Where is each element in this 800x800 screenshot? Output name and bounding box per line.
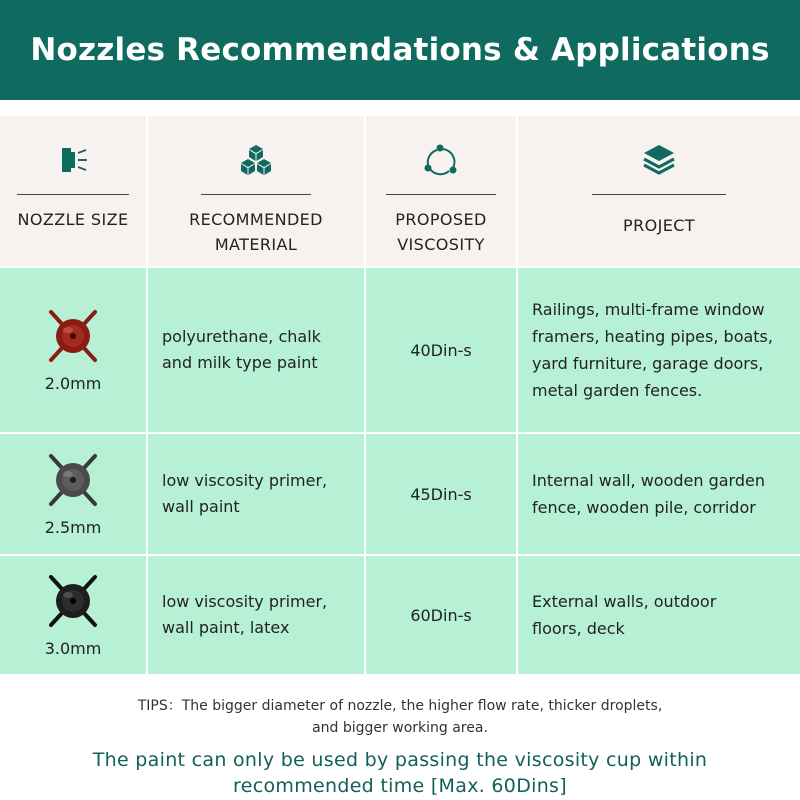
header-divider [592, 194, 726, 195]
table-row [0, 268, 800, 432]
project-line: Railings, multi-frame window [532, 300, 765, 319]
header-material-line-1: RECOMMENDED [189, 210, 323, 229]
title-banner [0, 0, 800, 100]
project-line: fence, wooden pile, corridor [532, 498, 756, 517]
header-cell-project [518, 116, 800, 266]
project-line: floors, deck [532, 619, 625, 638]
page-title: Nozzles Recommendations & Applications [30, 32, 770, 68]
table-header-row [0, 116, 800, 266]
project-cell [518, 268, 800, 432]
material-line: low viscosity primer, [162, 471, 328, 490]
header-size-text: NOZZLE SIZE [17, 210, 129, 229]
material-line: wall paint, latex [162, 618, 290, 637]
project-line: framers, heating pipes, boats, [532, 327, 773, 346]
tips-line-2: and bigger working area. [312, 720, 488, 736]
material-cell [148, 434, 364, 554]
table-row [0, 556, 800, 674]
note-line-2: recommended time [Max. 60Dins] [233, 775, 567, 797]
header-label-material [189, 207, 323, 257]
viscosity-cell [366, 434, 516, 554]
header-material-line-2: MATERIAL [214, 235, 298, 254]
viscosity-note [0, 747, 800, 799]
viscosity-cell [366, 268, 516, 432]
material-cell [148, 556, 364, 674]
nozzle-tip-icon [41, 573, 105, 633]
header-viscosity-line-1: PROPOSED [395, 210, 487, 229]
header-divider [17, 194, 129, 195]
project-line: External walls, outdoor [532, 592, 717, 611]
nozzle-size-cell [0, 556, 146, 674]
project-line: yard furniture, garage doors, [532, 354, 764, 373]
material-line: wall paint [162, 497, 240, 516]
nozzle-tip-icon [41, 308, 105, 368]
cubes-icon [236, 140, 276, 180]
project-line: Internal wall, wooden garden [532, 471, 765, 490]
nozzle-size-cell [0, 434, 146, 554]
project-cell [518, 556, 800, 674]
layers-icon [639, 140, 679, 180]
viscosity-value: 45Din-s [410, 484, 472, 504]
nozzle-size-label: 3.0mm [44, 638, 102, 658]
table-row [0, 434, 800, 554]
material-cell [148, 268, 364, 432]
material-line: low viscosity primer, [162, 592, 328, 611]
viscosity-cell [366, 556, 516, 674]
nozzle-size-cell [0, 268, 146, 432]
material-line: and milk type paint [162, 353, 318, 372]
spray-nozzle-icon [53, 140, 93, 180]
viscosity-value: 40Din-s [410, 340, 472, 360]
tips-line-1: TIPS：The bigger diameter of nozzle, the higher flow rate, thicker droplets, [137, 698, 663, 714]
tips-text [0, 695, 800, 739]
header-label-project [623, 213, 695, 238]
header-cell-viscosity [366, 116, 516, 266]
material-line: polyurethane, chalk [162, 327, 321, 346]
header-divider [386, 194, 496, 195]
header-cell-material [148, 116, 364, 266]
viscosity-value: 60Din-s [410, 605, 472, 625]
triangle-nodes-icon [421, 140, 461, 180]
header-label-size [18, 207, 129, 232]
header-project-text: PROJECT [623, 216, 695, 235]
nozzle-size-label: 2.5mm [44, 517, 102, 537]
nozzle-size-label: 2.0mm [44, 373, 102, 393]
header-cell-size [0, 116, 146, 266]
header-viscosity-line-2: VISCOSITY [397, 235, 485, 254]
project-line: metal garden fences. [532, 381, 703, 400]
header-divider [201, 194, 311, 195]
header-label-viscosity [395, 207, 486, 257]
nozzle-tip-icon [41, 452, 105, 512]
note-line-1: The paint can only be used by passing the viscosity cup within [92, 749, 708, 771]
project-cell [518, 434, 800, 554]
